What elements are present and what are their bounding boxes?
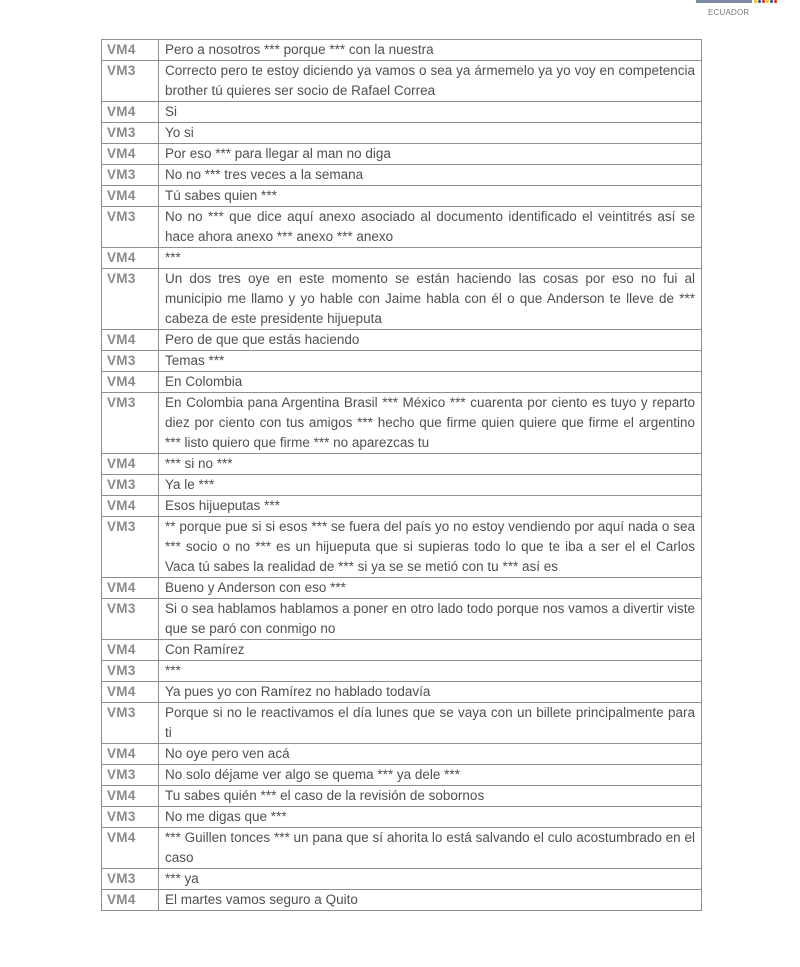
speaker-cell: VM3 [102, 765, 159, 786]
utterance-cell: Tu sabes quién *** el caso de la revisión de sobornos [159, 786, 702, 807]
speaker-cell: VM4 [102, 330, 159, 351]
transcript-table [101, 39, 702, 911]
transcript-row [102, 765, 702, 786]
transcript-row [102, 869, 702, 890]
speaker-cell: VM3 [102, 703, 159, 744]
speaker-cell: VM4 [102, 496, 159, 517]
utterance-cell: Pero a nosotros *** porque *** con la nuestra [159, 40, 702, 61]
transcript-row [102, 123, 702, 144]
utterance-cell: Bueno y Anderson con eso *** [159, 578, 702, 599]
transcript-row [102, 372, 702, 393]
utterance-cell: No oye pero ven acá [159, 744, 702, 765]
speaker-cell: VM3 [102, 475, 159, 496]
utterance-cell: *** [159, 248, 702, 269]
speaker-cell: VM4 [102, 186, 159, 207]
utterance-cell: *** Guillen tonces *** un pana que sí ahorita lo está salvando el culo acostumbrado en el caso [159, 828, 702, 869]
utterance-cell: Pero de que que estás haciendo [159, 330, 702, 351]
utterance-cell: *** si no *** [159, 454, 702, 475]
speaker-cell: VM3 [102, 351, 159, 372]
transcript-row [102, 207, 702, 248]
utterance-cell: Tú sabes quien *** [159, 186, 702, 207]
transcript-row [102, 578, 702, 599]
utterance-cell: En Colombia [159, 372, 702, 393]
transcript-row [102, 682, 702, 703]
utterance-cell: Correcto pero te estoy diciendo ya vamos o sea ya ármemelo ya yo voy en competencia brother tú quieres ser socio de Rafael Correa [159, 61, 702, 102]
utterance-cell: No no *** tres veces a la semana [159, 165, 702, 186]
transcript-row [102, 599, 702, 640]
logo-dot [762, 0, 765, 3]
utterance-cell: El martes vamos seguro a Quito [159, 890, 702, 911]
speaker-cell: VM4 [102, 144, 159, 165]
utterance-cell: Esos hijueputas *** [159, 496, 702, 517]
transcript-row [102, 330, 702, 351]
speaker-cell: VM4 [102, 454, 159, 475]
utterance-cell: No no *** que dice aquí anexo asociado al documento identificado el veintitrés así se hace ahora anexo *** anexo *** anexo [159, 207, 702, 248]
utterance-cell: No solo déjame ver algo se quema *** ya dele *** [159, 765, 702, 786]
utterance-cell: Yo si [159, 123, 702, 144]
logo-bar [696, 0, 752, 3]
utterance-cell: Ya le *** [159, 475, 702, 496]
speaker-cell: VM3 [102, 517, 159, 578]
transcript-row [102, 661, 702, 682]
speaker-cell: VM3 [102, 165, 159, 186]
speaker-cell: VM4 [102, 786, 159, 807]
speaker-cell: VM3 [102, 807, 159, 828]
transcript-row [102, 144, 702, 165]
transcript-row [102, 186, 702, 207]
utterance-cell: Si [159, 102, 702, 123]
transcript-row [102, 269, 702, 330]
utterance-cell: ** porque pue si si esos *** se fuera del país yo no estoy vendiendo por aquí nada o sea *** socio o no *** es un hijueputa que si supieras todo lo que te iba a ser el el Carlos Vaca tú sabes la realidad de *** si ya se se metió con tu *** así es [159, 517, 702, 578]
transcript-row [102, 248, 702, 269]
transcript-row [102, 496, 702, 517]
speaker-cell: VM4 [102, 682, 159, 703]
ecuador-logo [694, 0, 772, 20]
speaker-cell: VM4 [102, 40, 159, 61]
transcript-row [102, 61, 702, 102]
transcript-row [102, 807, 702, 828]
speaker-cell: VM4 [102, 640, 159, 661]
transcript-row [102, 744, 702, 765]
speaker-cell: VM4 [102, 372, 159, 393]
speaker-cell: VM4 [102, 248, 159, 269]
speaker-cell: VM3 [102, 61, 159, 102]
speaker-cell: VM3 [102, 207, 159, 248]
speaker-cell: VM3 [102, 123, 159, 144]
utterance-cell: *** [159, 661, 702, 682]
logo-flag-dots [754, 0, 777, 3]
transcript-row [102, 890, 702, 911]
utterance-cell: *** ya [159, 869, 702, 890]
speaker-cell: VM3 [102, 599, 159, 640]
speaker-cell: VM3 [102, 661, 159, 682]
transcript-row [102, 640, 702, 661]
utterance-cell: No me digas que *** [159, 807, 702, 828]
speaker-cell: VM4 [102, 102, 159, 123]
speaker-cell: VM3 [102, 869, 159, 890]
transcript-row [102, 517, 702, 578]
utterance-cell: Un dos tres oye en este momento se están haciendo las cosas por eso no fui al municipio me llamo y yo hable con Jaime habla con él o que Anderson te lleve de *** cabeza de este presidente hijueputa [159, 269, 702, 330]
transcript-row [102, 40, 702, 61]
utterance-cell: En Colombia pana Argentina Brasil *** México *** cuarenta por ciento es tuyo y reparto diez por ciento con tus amigos *** hecho que firme quien quiere que firme el argentino *** listo quiero que firme *** no aparezcas tu [159, 393, 702, 454]
logo-dot [774, 0, 777, 3]
transcript-row [102, 828, 702, 869]
speaker-cell: VM3 [102, 393, 159, 454]
transcript-row [102, 786, 702, 807]
transcript-row [102, 165, 702, 186]
utterance-cell: Si o sea hablamos hablamos a poner en otro lado todo porque nos vamos a divertir viste que se paró con conmigo no [159, 599, 702, 640]
transcript-row [102, 475, 702, 496]
utterance-cell: Por eso *** para llegar al man no diga [159, 144, 702, 165]
utterance-cell: Con Ramírez [159, 640, 702, 661]
transcript-row [102, 102, 702, 123]
speaker-cell: VM3 [102, 269, 159, 330]
transcript-row [102, 393, 702, 454]
logo-text: ECUADOR [708, 8, 750, 17]
transcript-body [102, 40, 702, 911]
transcript-row [102, 454, 702, 475]
logo-dot [758, 0, 761, 3]
transcript-row [102, 703, 702, 744]
speaker-cell: VM4 [102, 578, 159, 599]
logo-dot [770, 0, 773, 3]
utterance-cell: Porque si no le reactivamos el día lunes que se vaya con un billete principalmente para ti [159, 703, 702, 744]
logo-dot [754, 0, 757, 3]
utterance-cell: Temas *** [159, 351, 702, 372]
logo-dot [766, 0, 769, 3]
transcript-row [102, 351, 702, 372]
utterance-cell: Ya pues yo con Ramírez no hablado todavía [159, 682, 702, 703]
speaker-cell: VM4 [102, 744, 159, 765]
speaker-cell: VM4 [102, 828, 159, 869]
speaker-cell: VM4 [102, 890, 159, 911]
